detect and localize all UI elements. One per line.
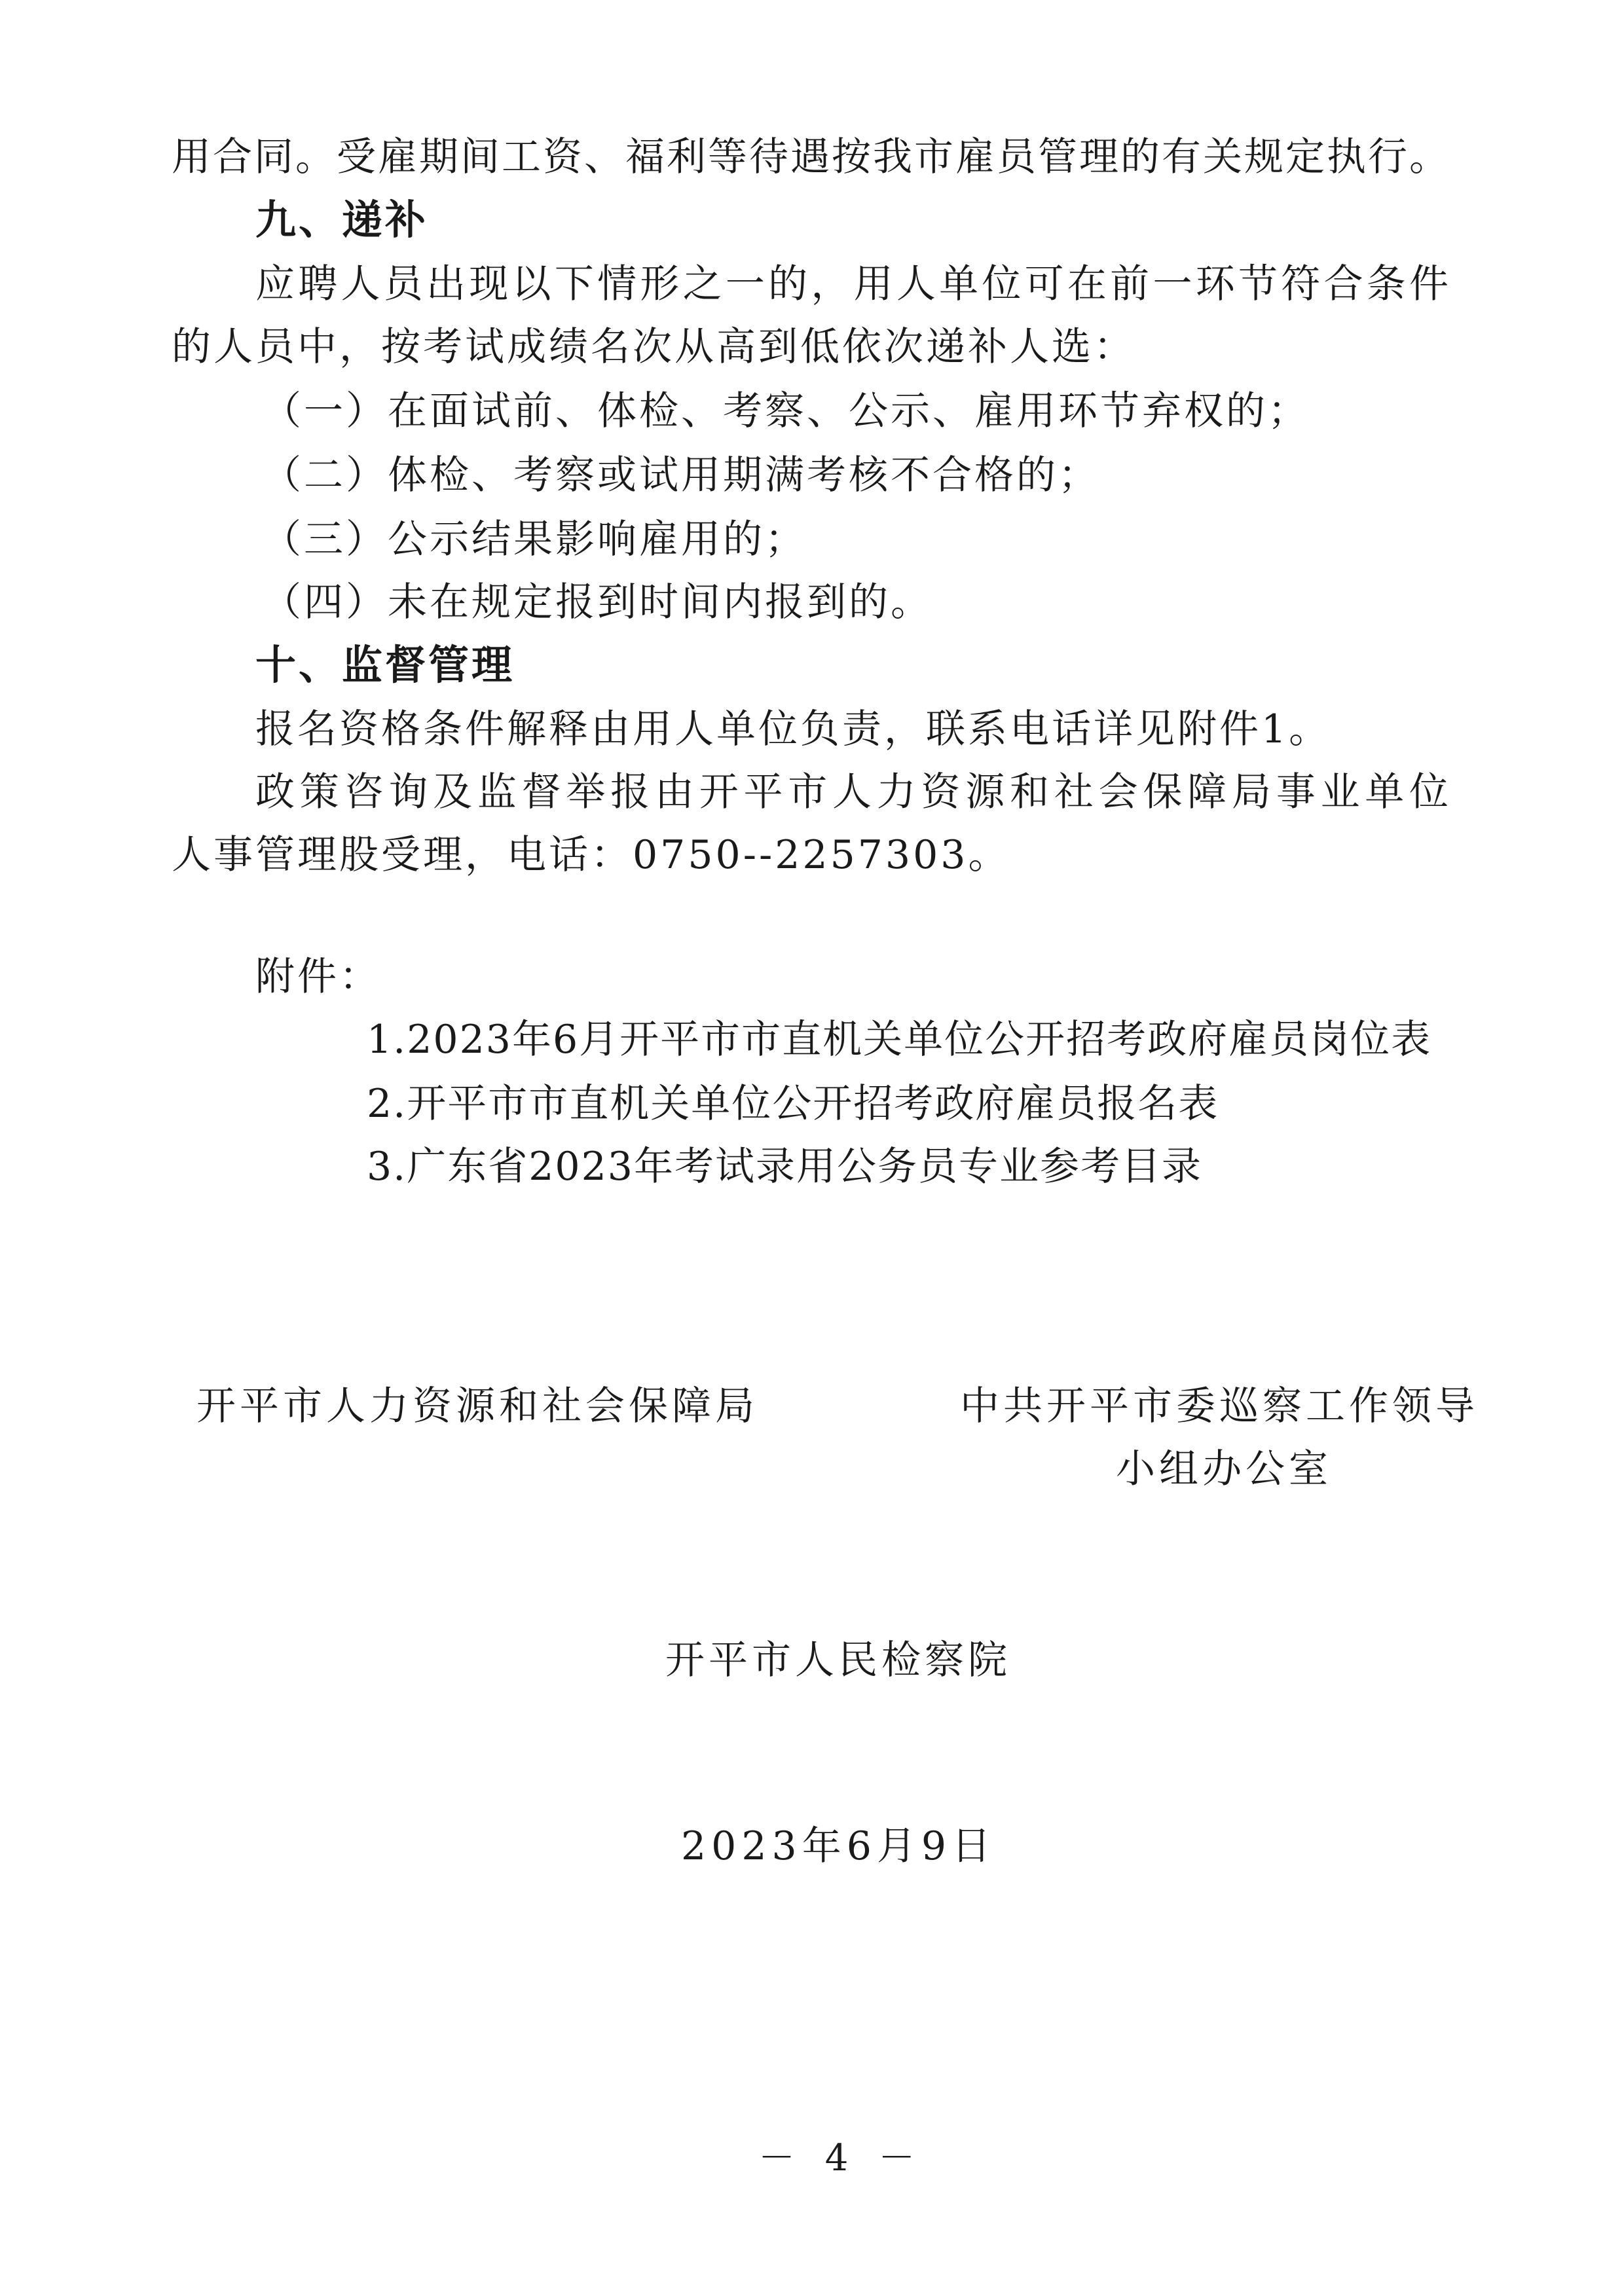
- paragraph-supervision-line1: 报名资格条件解释由用人单位负责，联系电话详见附件1。: [255, 706, 1331, 752]
- page-number: － 4 －: [758, 2137, 925, 2179]
- attachments-label: 附件：: [255, 954, 381, 1000]
- paragraph-contract-continuation: 用合同。受雇期间工资、福利等待遇按我市雇员管理的有关规定执行。: [172, 134, 1449, 180]
- list-item-3: （三）公示结果影响雇用的；: [262, 517, 807, 562]
- paragraph-supervision-line3: 人事管理股受理，电话：0750--2257303。: [172, 832, 1010, 878]
- attachment-item-3: 3.广东省2023年考试录用公务员专业参考目录: [367, 1144, 1202, 1190]
- list-item-4: （四）未在规定报到时间内报到的。: [262, 579, 932, 625]
- paragraph-supervision-line2: 政策咨询及监督举报由开平市人力资源和社会保障局事业单位: [255, 769, 1449, 815]
- document-date: 2023年6月9日: [681, 1823, 997, 1869]
- paragraph-substitution-line1: 应聘人员出现以下情形之一的，用人单位可在前一环节符合条件: [255, 261, 1449, 307]
- signature-inspection-office-line1: 中共开平市委巡察工作领导: [960, 1383, 1479, 1429]
- list-item-1: （一）在面试前、体检、考察、公示、雇用环节弃权的；: [262, 388, 1310, 434]
- section-heading-10: 十、监督管理: [255, 641, 515, 689]
- signature-procuratorate: 开平市人民检察院: [665, 1637, 1011, 1683]
- paragraph-substitution-line2: 的人员中，按考试成绩名次从高到低依次递补人选：: [172, 324, 1135, 370]
- signature-inspection-office-line2: 小组办公室: [1116, 1446, 1332, 1492]
- section-heading-9: 九、递补: [255, 196, 429, 244]
- attachment-item-2: 2.开平市市直机关单位公开招考政府雇员报名表: [367, 1081, 1219, 1127]
- list-item-2: （二）体检、考察或试用期满考核不合格的；: [262, 452, 1100, 498]
- signature-hr-bureau: 开平市人力资源和社会保障局: [196, 1383, 758, 1429]
- attachment-item-1: 1.2023年6月开平市市直机关单位公开招考政府雇员岗位表: [367, 1017, 1432, 1063]
